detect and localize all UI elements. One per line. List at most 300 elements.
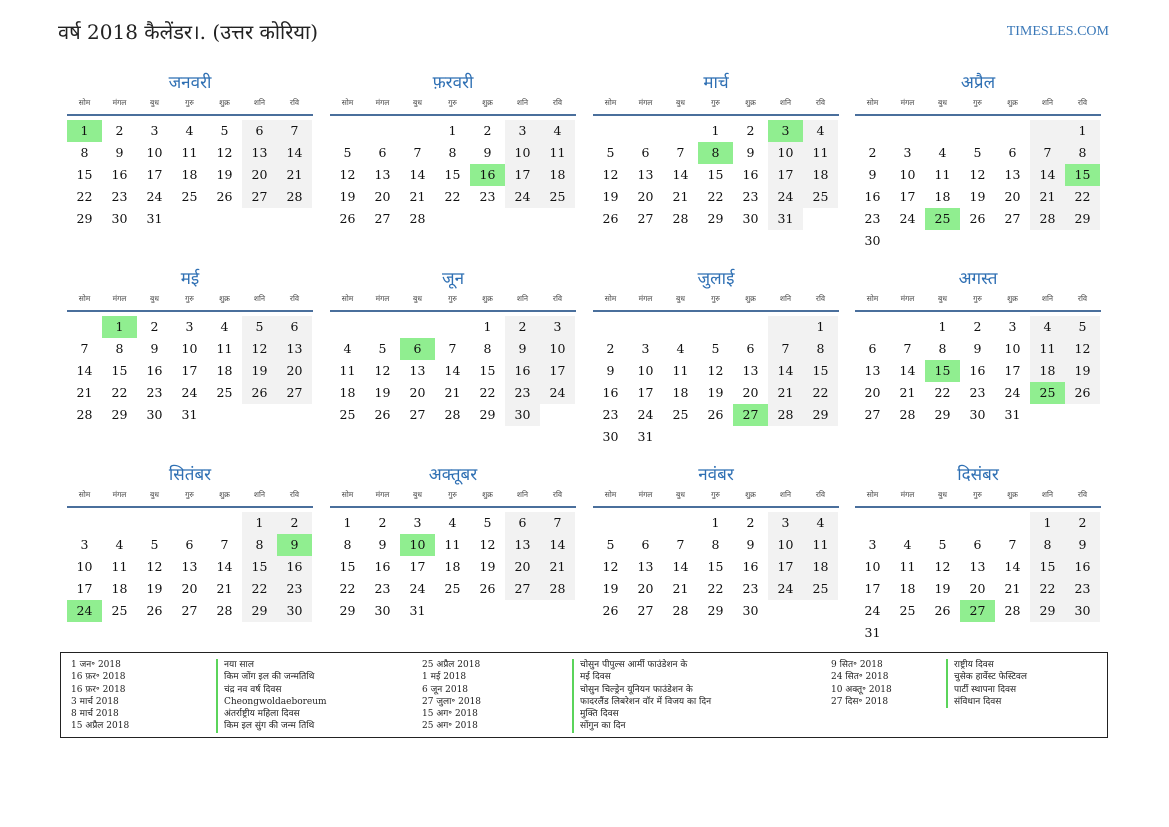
day-cell: 26 bbox=[707, 407, 724, 422]
day-cell: 24 bbox=[637, 407, 654, 422]
month-calendar bbox=[593, 464, 839, 622]
weekday-label: गुरु bbox=[711, 294, 720, 303]
weekday-header bbox=[330, 292, 576, 312]
weekday-label: मंगल bbox=[112, 490, 127, 499]
day-cell: 7 bbox=[676, 537, 685, 552]
day-cell: 7 bbox=[1008, 537, 1017, 552]
day-cell: 2 bbox=[115, 123, 124, 138]
day-cell: 8 bbox=[1030, 534, 1065, 556]
month-calendar bbox=[330, 268, 576, 426]
weekday-label: गुरु bbox=[973, 98, 982, 107]
day-cell: 31 bbox=[637, 429, 654, 444]
day-cell: 18 bbox=[216, 363, 233, 378]
weekday-label: रवि bbox=[1077, 98, 1088, 107]
day-cell: 27 bbox=[864, 407, 881, 422]
day-cell: 31 bbox=[1004, 407, 1021, 422]
month-calendar bbox=[855, 464, 1101, 644]
holiday-day-cell: 27 bbox=[960, 600, 995, 622]
empty-cell bbox=[102, 512, 137, 534]
day-cell: 9 bbox=[483, 145, 492, 160]
weekday-label: मंगल bbox=[375, 294, 390, 303]
day-cell: 27 bbox=[637, 603, 654, 618]
day-cell: 11 bbox=[803, 142, 838, 164]
empty-cell bbox=[593, 120, 628, 142]
holiday-day-cell: 16 bbox=[470, 164, 505, 186]
weekday-label: शनि bbox=[1041, 490, 1054, 499]
day-cell: 16 bbox=[742, 167, 759, 182]
day-cell: 22 bbox=[934, 385, 951, 400]
day-cell: 18 bbox=[803, 164, 838, 186]
holiday-name: Cheongwoldaeboreum bbox=[216, 696, 327, 708]
day-cell: 11 bbox=[934, 167, 951, 182]
day-cell: 13 bbox=[864, 363, 881, 378]
day-cell: 1 bbox=[343, 515, 352, 530]
day-cell: 29 bbox=[934, 407, 951, 422]
month-calendar bbox=[67, 268, 313, 426]
day-cell: 25 bbox=[444, 581, 461, 596]
empty-cell bbox=[435, 316, 470, 338]
day-cell: 29 bbox=[339, 603, 356, 618]
day-cell: 17 bbox=[409, 559, 426, 574]
day-cell: 11 bbox=[672, 363, 689, 378]
weekday-label: बुध bbox=[150, 294, 159, 303]
weekday-label: मंगल bbox=[638, 98, 653, 107]
weekday-label: शुक्र bbox=[1007, 490, 1018, 499]
day-cell: 4 bbox=[185, 123, 194, 138]
weekday-label: शुक्र bbox=[1007, 294, 1018, 303]
holiday-date: 3 मार्च 2018 bbox=[71, 696, 119, 707]
day-cell: 7 bbox=[1030, 142, 1065, 164]
weekday-label: शुक्र bbox=[219, 98, 230, 107]
day-cell: 6 bbox=[746, 341, 755, 356]
day-cell: 14 bbox=[899, 363, 916, 378]
weekday-label: मंगल bbox=[900, 294, 915, 303]
day-cell: 20 bbox=[505, 556, 540, 578]
weekday-label: सोम bbox=[866, 98, 879, 107]
day-cell: 30 bbox=[1065, 600, 1100, 622]
day-cell: 30 bbox=[111, 211, 128, 226]
weekday-label: मंगल bbox=[900, 98, 915, 107]
day-cell: 13 bbox=[242, 142, 277, 164]
day-cell: 6 bbox=[185, 537, 194, 552]
month-name: मई bbox=[180, 269, 200, 289]
day-cell: 23 bbox=[969, 385, 986, 400]
day-cell: 12 bbox=[339, 167, 356, 182]
day-cell: 5 bbox=[973, 145, 982, 160]
weekday-label: शुक्र bbox=[745, 490, 756, 499]
weekday-label: शनि bbox=[1041, 294, 1054, 303]
weekday-label: बुध bbox=[676, 98, 685, 107]
weekday-label: गुरु bbox=[185, 294, 194, 303]
day-cell: 13 bbox=[742, 363, 759, 378]
month-name: अगस्त bbox=[958, 269, 998, 289]
day-cell: 16 bbox=[1065, 556, 1100, 578]
day-cell: 4 bbox=[676, 341, 685, 356]
holiday-names-col-2 bbox=[572, 659, 711, 733]
day-cell: 20 bbox=[742, 385, 759, 400]
day-cell: 25 bbox=[339, 407, 356, 422]
weekday-label: रवि bbox=[289, 98, 300, 107]
weekday-label: सोम bbox=[604, 98, 617, 107]
empty-cell bbox=[890, 512, 925, 534]
weekday-label: बुध bbox=[676, 490, 685, 499]
day-cell: 24 bbox=[864, 603, 881, 618]
holiday-date: 6 जून 2018 bbox=[422, 684, 469, 695]
day-cell: 23 bbox=[742, 189, 759, 204]
day-cell: 2 bbox=[868, 145, 877, 160]
day-cell: 5 bbox=[606, 537, 615, 552]
holiday-name: चोसुन चिल्ड्रेन यूनियन फाउंडेशन के bbox=[572, 684, 711, 696]
holiday-name: अंतर्राष्ट्रीय महिला दिवस bbox=[216, 708, 327, 720]
day-cell: 3 bbox=[641, 341, 650, 356]
day-cell: 9 bbox=[973, 341, 982, 356]
day-cell: 15 bbox=[707, 167, 724, 182]
day-cell: 24 bbox=[540, 382, 575, 404]
weekday-label: गुरु bbox=[448, 490, 457, 499]
holiday-date: 27 जुला॰ 2018 bbox=[422, 696, 482, 707]
day-cell: 12 bbox=[602, 559, 619, 574]
day-cell: 22 bbox=[1030, 578, 1065, 600]
day-cell: 15 bbox=[444, 167, 461, 182]
day-cell: 19 bbox=[146, 581, 163, 596]
day-grid bbox=[67, 512, 313, 622]
empty-cell bbox=[67, 316, 102, 338]
day-cell: 25 bbox=[803, 186, 838, 208]
day-cell: 25 bbox=[216, 385, 233, 400]
day-cell: 8 bbox=[448, 145, 457, 160]
day-cell: 13 bbox=[374, 167, 391, 182]
day-cell: 30 bbox=[277, 600, 312, 622]
empty-cell bbox=[330, 316, 365, 338]
weekday-label: रवि bbox=[552, 490, 563, 499]
weekday-label: मंगल bbox=[900, 490, 915, 499]
day-cell: 5 bbox=[378, 341, 387, 356]
day-cell: 4 bbox=[903, 537, 912, 552]
weekday-label: मंगल bbox=[375, 490, 390, 499]
day-cell: 22 bbox=[707, 581, 724, 596]
day-cell: 12 bbox=[479, 537, 496, 552]
holiday-name: चुसेक हार्वेस्ट फेस्टिवल bbox=[946, 671, 1027, 683]
weekday-label: बुध bbox=[150, 98, 159, 107]
day-cell: 18 bbox=[111, 581, 128, 596]
weekday-label: बुध bbox=[938, 490, 947, 499]
day-cell: 28 bbox=[768, 404, 803, 426]
day-cell: 5 bbox=[938, 537, 947, 552]
empty-cell bbox=[960, 120, 995, 142]
day-grid bbox=[855, 120, 1101, 252]
day-cell: 9 bbox=[746, 537, 755, 552]
holiday-day-cell: 27 bbox=[733, 404, 768, 426]
day-cell: 18 bbox=[339, 385, 356, 400]
day-cell: 17 bbox=[864, 581, 881, 596]
weekday-label: गुरु bbox=[973, 490, 982, 499]
day-cell: 25 bbox=[111, 603, 128, 618]
day-cell: 15 bbox=[707, 559, 724, 574]
day-cell: 5 bbox=[483, 515, 492, 530]
weekday-label: गुरु bbox=[973, 294, 982, 303]
weekday-label: शुक्र bbox=[482, 490, 493, 499]
holiday-name: पार्टी स्थापना दिवस bbox=[946, 684, 1027, 696]
day-cell: 11 bbox=[339, 363, 356, 378]
day-cell: 2 bbox=[746, 123, 755, 138]
day-cell: 17 bbox=[768, 164, 803, 186]
empty-cell bbox=[733, 316, 768, 338]
day-cell: 12 bbox=[934, 559, 951, 574]
weekday-header bbox=[855, 488, 1101, 508]
empty-cell bbox=[890, 316, 925, 338]
day-cell: 31 bbox=[864, 625, 881, 640]
empty-cell bbox=[365, 120, 400, 142]
day-cell: 20 bbox=[181, 581, 198, 596]
empty-cell bbox=[628, 512, 663, 534]
site-link[interactable]: TIMESLES.COM bbox=[1006, 24, 1109, 39]
day-cell: 15 bbox=[803, 360, 838, 382]
day-cell: 8 bbox=[938, 341, 947, 356]
day-cell: 16 bbox=[277, 556, 312, 578]
day-cell: 17 bbox=[1004, 363, 1021, 378]
day-cell: 12 bbox=[146, 559, 163, 574]
day-cell: 23 bbox=[864, 211, 881, 226]
holiday-name: मई दिवस bbox=[572, 671, 711, 683]
weekday-label: सोम bbox=[78, 294, 91, 303]
weekday-label: रवि bbox=[815, 294, 826, 303]
day-cell: 25 bbox=[803, 578, 838, 600]
day-cell: 27 bbox=[409, 407, 426, 422]
month-name: दिसंबर bbox=[957, 465, 999, 485]
day-cell: 25 bbox=[672, 407, 689, 422]
day-cell: 11 bbox=[444, 537, 461, 552]
day-cell: 8 bbox=[343, 537, 352, 552]
weekday-label: मंगल bbox=[375, 98, 390, 107]
day-cell: 3 bbox=[80, 537, 89, 552]
empty-cell bbox=[768, 316, 803, 338]
month-calendar bbox=[593, 72, 839, 230]
day-cell: 27 bbox=[181, 603, 198, 618]
day-cell: 28 bbox=[76, 407, 93, 422]
holiday-date: 16 फ़र॰ 2018 bbox=[71, 684, 126, 695]
day-cell: 20 bbox=[637, 581, 654, 596]
day-cell: 30 bbox=[969, 407, 986, 422]
day-cell: 8 bbox=[711, 537, 720, 552]
holiday-name: चंद्र नव वर्ष दिवस bbox=[216, 684, 327, 696]
day-cell: 6 bbox=[378, 145, 387, 160]
day-cell: 15 bbox=[76, 167, 93, 182]
day-cell: 23 bbox=[479, 189, 496, 204]
day-grid bbox=[855, 512, 1101, 644]
holiday-day-cell: 1 bbox=[67, 120, 102, 142]
day-cell: 22 bbox=[444, 189, 461, 204]
day-cell: 21 bbox=[899, 385, 916, 400]
day-cell: 13 bbox=[1004, 167, 1021, 182]
day-grid bbox=[855, 316, 1101, 426]
holiday-name: सोंगुन का दिन bbox=[572, 720, 711, 732]
day-cell: 10 bbox=[540, 338, 575, 360]
day-cell: 21 bbox=[277, 164, 312, 186]
day-cell: 3 bbox=[185, 319, 194, 334]
day-cell: 11 bbox=[216, 341, 233, 356]
day-cell: 26 bbox=[479, 581, 496, 596]
day-cell: 20 bbox=[242, 164, 277, 186]
day-cell: 28 bbox=[277, 186, 312, 208]
day-cell: 28 bbox=[1004, 603, 1021, 618]
day-cell: 2 bbox=[277, 512, 312, 534]
weekday-label: सोम bbox=[604, 294, 617, 303]
day-cell: 20 bbox=[1004, 189, 1021, 204]
day-cell: 3 bbox=[150, 123, 159, 138]
weekday-label: सोम bbox=[341, 294, 354, 303]
day-cell: 16 bbox=[505, 360, 540, 382]
weekday-label: शनि bbox=[779, 294, 792, 303]
day-cell: 21 bbox=[768, 382, 803, 404]
day-cell: 4 bbox=[803, 512, 838, 534]
month-calendar bbox=[330, 72, 576, 230]
day-cell: 7 bbox=[80, 341, 89, 356]
month-calendar bbox=[855, 72, 1101, 252]
day-cell: 1 bbox=[242, 512, 277, 534]
day-cell: 21 bbox=[1030, 186, 1065, 208]
empty-cell bbox=[400, 316, 435, 338]
day-cell: 13 bbox=[637, 167, 654, 182]
empty-cell bbox=[172, 512, 207, 534]
day-cell: 11 bbox=[803, 534, 838, 556]
day-cell: 9 bbox=[746, 145, 755, 160]
day-cell: 21 bbox=[1004, 581, 1021, 596]
weekday-label: गुरु bbox=[711, 98, 720, 107]
day-cell: 27 bbox=[374, 211, 391, 226]
day-cell: 21 bbox=[444, 385, 461, 400]
month-name: सितंबर bbox=[168, 465, 212, 485]
day-cell: 28 bbox=[672, 603, 689, 618]
day-cell: 27 bbox=[505, 578, 540, 600]
day-cell: 6 bbox=[1008, 145, 1017, 160]
day-cell: 26 bbox=[1065, 382, 1100, 404]
weekday-label: शनि bbox=[516, 98, 529, 107]
weekday-label: बुध bbox=[413, 98, 422, 107]
day-cell: 26 bbox=[374, 407, 391, 422]
weekday-header bbox=[855, 292, 1101, 312]
day-cell: 2 bbox=[606, 341, 615, 356]
day-cell: 4 bbox=[803, 120, 838, 142]
day-grid bbox=[593, 120, 839, 230]
holiday-day-cell: 8 bbox=[698, 142, 733, 164]
weekday-label: गुरु bbox=[448, 294, 457, 303]
day-cell: 18 bbox=[444, 559, 461, 574]
day-cell: 7 bbox=[413, 145, 422, 160]
day-cell: 16 bbox=[374, 559, 391, 574]
weekday-label: शनि bbox=[779, 98, 792, 107]
holiday-names-col-3 bbox=[946, 659, 1027, 708]
weekday-label: गुरु bbox=[448, 98, 457, 107]
day-cell: 18 bbox=[181, 167, 198, 182]
day-cell: 12 bbox=[707, 363, 724, 378]
month-calendar bbox=[855, 268, 1101, 426]
weekday-label: शनि bbox=[779, 490, 792, 499]
day-cell: 22 bbox=[803, 382, 838, 404]
day-cell: 29 bbox=[1030, 600, 1065, 622]
day-cell: 3 bbox=[868, 537, 877, 552]
day-cell: 10 bbox=[899, 167, 916, 182]
holiday-date: 1 मई 2018 bbox=[422, 672, 467, 683]
day-cell: 9 bbox=[505, 338, 540, 360]
day-cell: 13 bbox=[181, 559, 198, 574]
day-cell: 14 bbox=[672, 559, 689, 574]
day-cell: 22 bbox=[479, 385, 496, 400]
month-name: फ़रवरी bbox=[432, 73, 474, 93]
weekday-header bbox=[67, 96, 313, 116]
day-cell: 7 bbox=[540, 512, 575, 534]
day-cell: 1 bbox=[711, 515, 720, 530]
day-cell: 29 bbox=[76, 211, 93, 226]
holiday-dates-col-3 bbox=[831, 659, 892, 708]
day-cell: 30 bbox=[742, 603, 759, 618]
month-name: अक्तूबर bbox=[428, 465, 478, 485]
day-cell: 16 bbox=[111, 167, 128, 182]
day-cell: 20 bbox=[409, 385, 426, 400]
day-cell: 17 bbox=[540, 360, 575, 382]
holiday-day-cell: 24 bbox=[67, 600, 102, 622]
day-cell: 29 bbox=[111, 407, 128, 422]
weekday-label: शुक्र bbox=[219, 490, 230, 499]
day-cell: 21 bbox=[216, 581, 233, 596]
day-cell: 22 bbox=[1065, 186, 1100, 208]
day-cell: 11 bbox=[111, 559, 128, 574]
day-cell: 29 bbox=[803, 404, 838, 426]
day-cell: 21 bbox=[672, 189, 689, 204]
empty-cell bbox=[995, 120, 1030, 142]
holiday-date: 15 अग॰ 2018 bbox=[422, 709, 478, 720]
day-cell: 19 bbox=[602, 189, 619, 204]
day-cell: 14 bbox=[540, 534, 575, 556]
month-calendar bbox=[67, 72, 313, 230]
month-name: मार्च bbox=[703, 73, 729, 93]
empty-cell bbox=[925, 120, 960, 142]
day-cell: 6 bbox=[242, 120, 277, 142]
holiday-date: 10 अक्तू॰ 2018 bbox=[831, 684, 892, 695]
day-cell: 17 bbox=[637, 385, 654, 400]
day-grid bbox=[67, 316, 313, 426]
empty-cell bbox=[663, 512, 698, 534]
day-cell: 28 bbox=[409, 211, 426, 226]
day-cell: 10 bbox=[637, 363, 654, 378]
weekday-label: रवि bbox=[1077, 490, 1088, 499]
day-cell: 16 bbox=[146, 363, 163, 378]
day-cell: 16 bbox=[864, 189, 881, 204]
day-cell: 25 bbox=[540, 186, 575, 208]
holiday-day-cell: 1 bbox=[102, 316, 137, 338]
day-cell: 4 bbox=[540, 120, 575, 142]
day-cell: 24 bbox=[146, 189, 163, 204]
day-cell: 18 bbox=[672, 385, 689, 400]
day-cell: 3 bbox=[540, 316, 575, 338]
weekday-label: शनि bbox=[253, 294, 266, 303]
day-cell: 23 bbox=[374, 581, 391, 596]
holiday-day-cell: 25 bbox=[925, 208, 960, 230]
day-cell: 7 bbox=[676, 145, 685, 160]
day-cell: 1 bbox=[803, 316, 838, 338]
day-cell: 10 bbox=[864, 559, 881, 574]
day-cell: 24 bbox=[409, 581, 426, 596]
holiday-date: 8 मार्च 2018 bbox=[71, 709, 119, 720]
weekday-label: रवि bbox=[815, 98, 826, 107]
day-cell: 24 bbox=[1004, 385, 1021, 400]
day-cell: 18 bbox=[1030, 360, 1065, 382]
day-cell: 19 bbox=[934, 581, 951, 596]
day-cell: 31 bbox=[409, 603, 426, 618]
day-cell: 1 bbox=[448, 123, 457, 138]
holiday-list bbox=[60, 652, 1108, 738]
weekday-header bbox=[593, 488, 839, 508]
holiday-day-cell: 15 bbox=[1065, 164, 1100, 186]
